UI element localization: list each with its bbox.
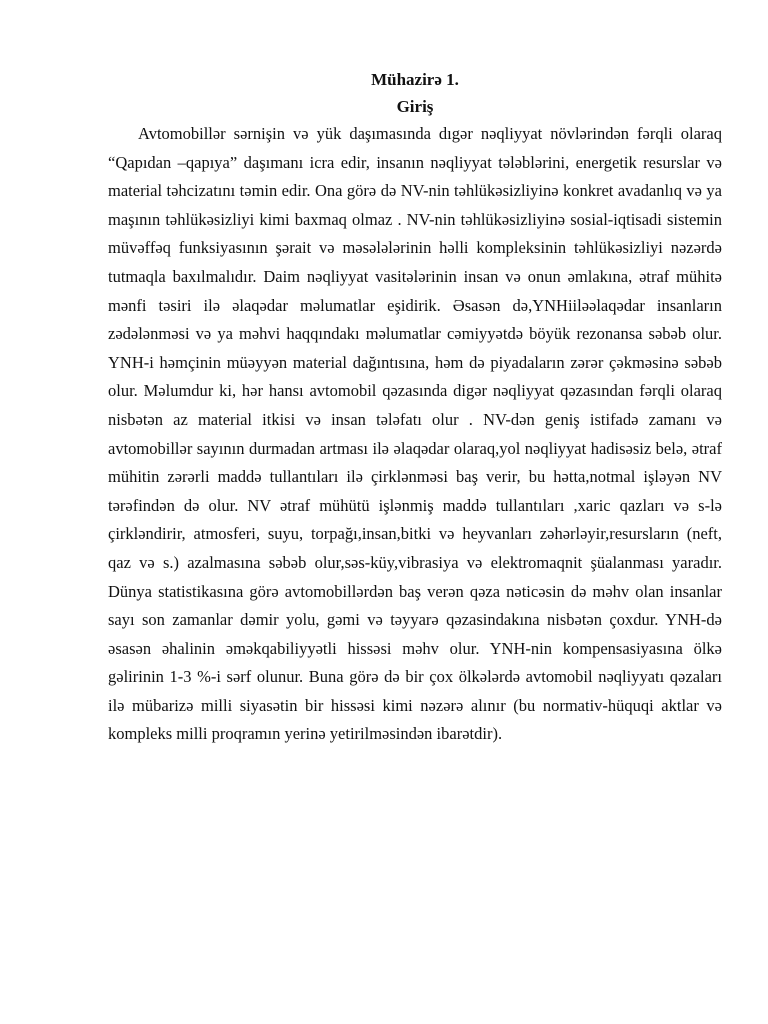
section-heading: Giriş [396,97,434,116]
body-paragraph: Avtomobillər sərnişin və yük daşımasında dıgər nəqliyyat növlərindən fərqli olaraq “Qapıdan –qapıya” daşımanı icra edir, insanın nəqliyyat tələblərini, energetik resurslar və material təhcizatını təmin edir. Ona görə də NV-nin təhlükəsizliyinə konkret avadanlıq və ya maşının təhlükəsizliyi kimi baxmaq olmaz . NV-nin təhlükəsizliyinə sosial-iqtisadi sistemin müvəffəq funksiyasının şərait və məsələlərinin həlli kompleksinin təhlükəsizliyi nəzərdə tutmaqla baxılmalıdır. Daim nəqliyyat vasitələrinin insan və onun əmlakına, ətraf mühitə mənfi təsiri ilə əlaqədar məlumatlar eşidirik. Əsasən də,YNHiiləəlaqədar insanların zədələnməsi və ya məhvi haqqındakı məlumatlar cəmiyyətdə böyük rezonansa səbəb olur. YNH-i həmçinin müəyyən material dağıntısına, həm də piyadaların zərər çəkməsinə səbəb olur. Məlumdur ki, hər hansı avtomobil qəzasında digər nəqliyyat qəzasından fərqli olaraq nisbətən az material itkisi və insan tələfatı olur . NV-dən geniş istifadə zamanı və avtomobillər sayının durmadan artması ilə əlaqədar olaraq,yol nəqliyyat hadisəsiz belə, ətraf mühitin zərərli maddə tullantıları ilə çirklənməsi baş verir, bu hətta,notmal işləyən NV tərəfindən də olur. NV ətraf mühütü işlənmiş maddə tullantıları ,xaric qazları və s-lə çirkləndirir, atmosferi, suyu, torpağı,insan,bitki və heyvanları zəhərləyir,resursların (neft, qaz və s.) azalmasına səbəb olur,səs-küy,vibrasiya və elektromaqnit şüalanması yaradır. Dünya statistikasına görə avtomobillərdən baş verən qəza nəticəsin də məhv olan insanlar sayı son zamanlar dəmir yolu, gəmi və təyyarə qəzasindakına nisbətən çoxdur. YNH-də əsasən əhalinin əməkqabiliyyətli hissəsi məhv olur. YNH-nin kompensasiyasına ölkə gəlirinin 1-3 %-i sərf olunur. Buna görə də bir çox ölkələrdə avtomobil nəqliyyatı qəzaları ilə mübarizə milli siyasətin bir hissəsi kimi nəzərə alınır (bu normativ-hüquqi aktlar və kompleks milli proqramın yerinə yetirilməsindən ibarətdir). [108,124,722,744]
document-page [108,66,722,749]
lecture-title: Mühazirə 1. [371,70,459,89]
